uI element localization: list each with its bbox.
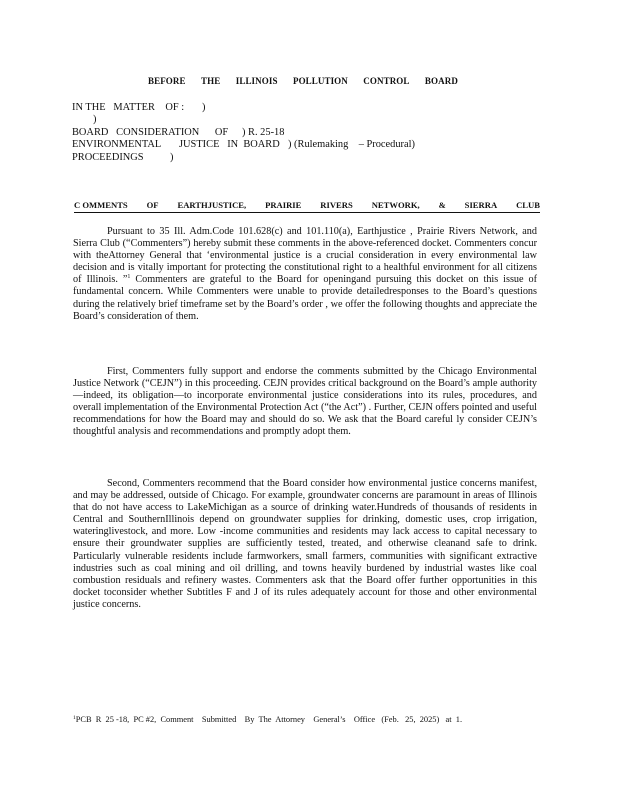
footnote-text: PCB R 25 -18, PC #2, Comment Submitted By The Attorney General’s Office (Feb. 25, 2025) at 1. <box>75 715 463 724</box>
caption-row <box>72 127 472 139</box>
caption-docket-number: ) R. 25-18 <box>242 126 285 138</box>
footnote <box>73 714 543 726</box>
paragraph-text-part: Pursuant to 35 Ill. Adm.Code 101.628(c) and 101.110(a), Earthjustice , Prairie Rivers Network, and Sierra Club (“Commenters”) hereby submit these comments in the above-referenced docket. Commenters concur with theAttorney General that ‘environmental justice is a crucial consideration in every environmental law decision and is vitally important for protecting the constitutional right to a healthful environment for all citizens of Illinois. ” <box>73 226 537 286</box>
title-word: RIVERS <box>320 200 353 210</box>
paragraph-first-point <box>73 366 537 439</box>
heading-word: THE <box>201 76 221 86</box>
title-word: C OMMENTS <box>74 200 128 210</box>
board-heading <box>148 75 458 87</box>
caption-row <box>72 152 472 164</box>
caption-paren: ) <box>170 151 174 163</box>
caption-row <box>72 139 472 151</box>
caption-paren: ) <box>93 114 97 126</box>
title-word: EARTHJUSTICE, <box>177 200 247 210</box>
title-word: PRAIRIE <box>265 200 302 210</box>
caption-paren: ) <box>202 102 206 113</box>
footnote-reference[interactable]: 1 <box>127 274 131 281</box>
paragraph-introduction <box>73 226 537 323</box>
paragraph-text: Second, Commenters recommend that the Board consider how environmental justice concerns manifest, and may be addressed, outside of Chicago. For example, groundwater concerns are paramount in areas of Illinois that do not have access to LakeMichigan as a source of drinking water.Hundreds of thousands of residents in Central and SouthernIllinois depend on groundwater supplies for drinking, domestic uses, crop irrigation, wateringlivestock, and more. Low -income communities and residents may lack access to capital necessary to ensure their groundwater supplies are sufficiently tested, treated, and otherwise cleanand safe to drink. Particularly vulnerable residents include farmworkers, small farmers, communities with significant extractive industries such as coal mining and oil drilling, and towns heavily burdened by industrial wastes like coal combustion residuals and refinery wastes. Commenters ask that the Board offer further opportunities in this docket toconsider whether Subtitles F and J of its rules adequately account for those and other environmental justice concerns. <box>73 478 537 610</box>
caption-row <box>72 102 472 114</box>
title-word: SIERRA <box>464 200 498 210</box>
heading-word: CONTROL <box>363 76 410 86</box>
paragraph-second-point <box>73 478 537 611</box>
caption-row <box>72 114 472 126</box>
title-word: NETWORK, <box>371 200 420 210</box>
caption-board-consideration: BOARD CONSIDERATION OF <box>72 126 229 138</box>
case-caption <box>72 102 472 164</box>
caption-matter: IN THE MATTER OF : <box>72 102 185 113</box>
heading-word: BOARD <box>424 76 458 86</box>
caption-environmental-justice: ENVIRONMENTAL JUSTICE IN BOARD <box>72 139 280 151</box>
heading-word: BEFORE <box>148 76 186 86</box>
comments-title <box>74 199 540 213</box>
caption-rulemaking-type: ) (Rulemaking – Procedural) <box>288 139 415 151</box>
caption-proceedings: PROCEEDINGS <box>72 151 144 163</box>
title-word: CLUB <box>516 200 540 210</box>
paragraph-text <box>73 226 537 323</box>
title-word: & <box>438 200 446 210</box>
paragraph-text-part: Commenters are grateful to the Board for openingand pursuing this docket on this issue of fundamental concern. While Commenters were unable to provide detailedresponses to the Board’s questions during the relatively brief timeframe set by the Board’s order , we offer the following thoughts and appreciate the Board’s consideration of them. <box>73 274 537 322</box>
heading-word: ILLINOIS <box>235 76 278 86</box>
paragraph-text: First, Commenters fully support and endorse the comments submitted by the Chicago Environmental Justice Network (“CEJN”) in this proceeding. CEJN provides critical background on the Board’s ample authority—indeed, its obligation—to incorporate environmental justice considerations into its rules, procedures, and overall implementation of the Environmental Protection Act (“the Act”) . Further, CEJN offers pointed and useful recommendations for how the Board may and should do so. We ask that the Board careful ly consider CEJN’s thoughtful analysis and recommendations and promptly adopt them. <box>73 366 537 438</box>
title-word: OF <box>146 200 159 210</box>
heading-word: POLLUTION <box>292 76 348 86</box>
footnote-number: 1 <box>73 715 76 721</box>
